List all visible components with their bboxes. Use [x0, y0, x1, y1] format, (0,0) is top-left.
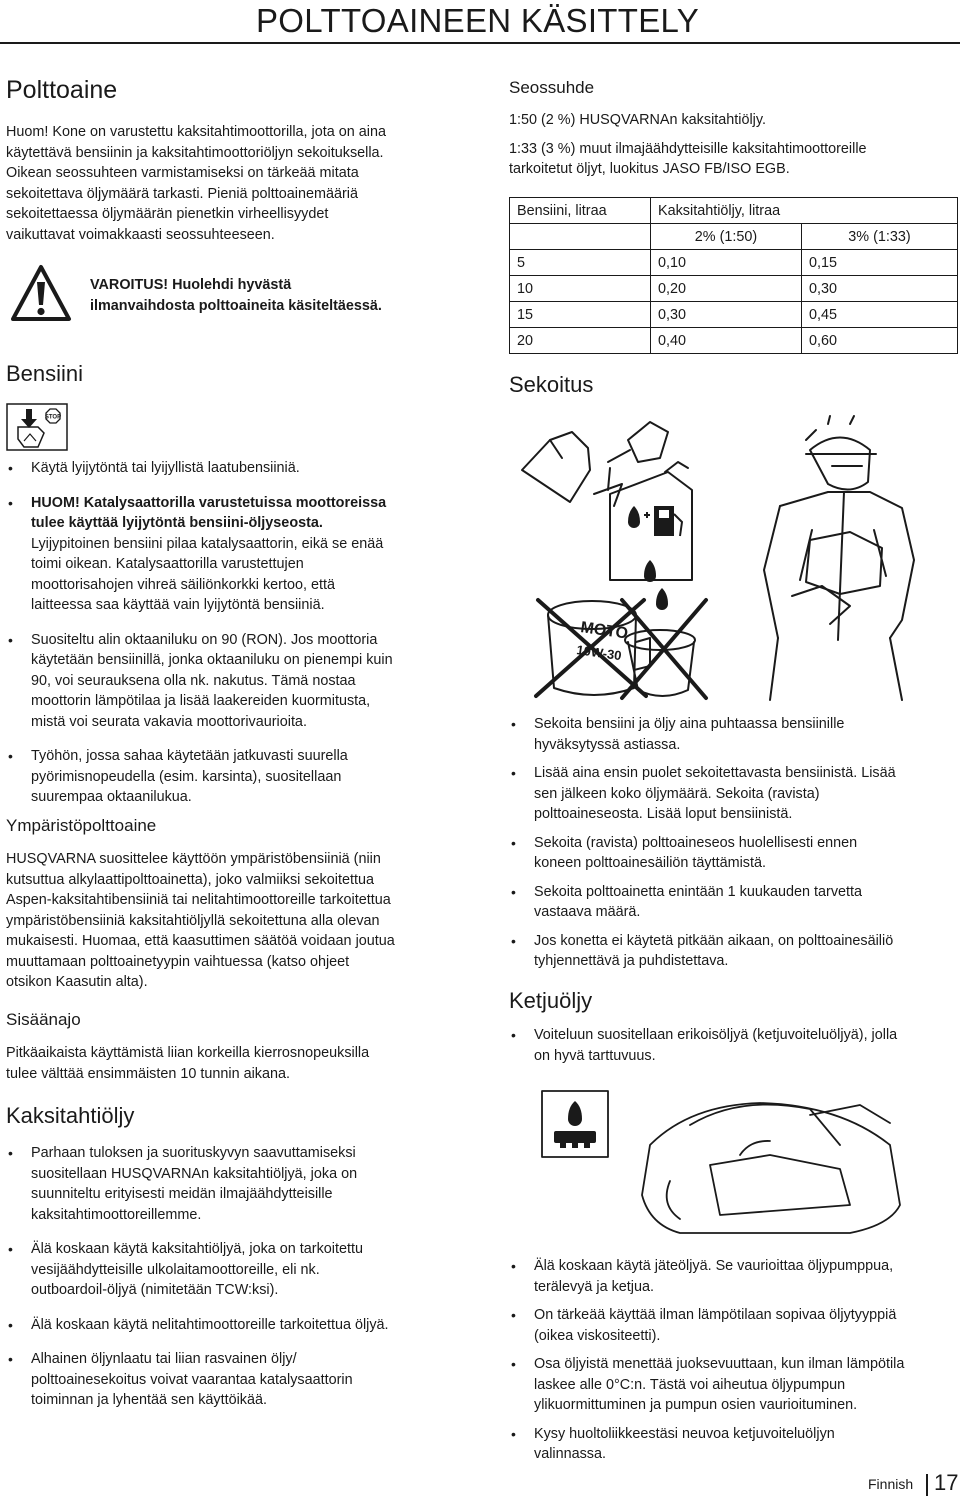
heading-bensiini: Bensiini [6, 361, 84, 386]
ymparisto-text: HUSQVARNA suosittelee käyttöön ympäristöbensiiniä (niin kutsuttua alkylaattipolttoainetta), joko valmiiksi sekoitettua Aspen-kaksitahtibensiiniä tai nelitahtimoottoreille tarkoitettua ympäristöbensiiniä kaksitahtiöljyllä sekoitettuna alla olevan mukaisesti. Huomaa, että kaasuttimen säätöä voidaan joutua muuttamaan polttoainetyypin vaihtuessa (katso ohjeet otsikon Kaasutin alta). [6, 851, 395, 990]
intro-line: sekoitettaessa öljymäärän pienetkin virheellisyydet [6, 206, 329, 222]
heading-kaksitahtioljy: Kaksitahtiöljy [6, 1103, 135, 1128]
table-header-cell: Kaksitahtiöljy, litraa [651, 198, 958, 224]
intro-line: käytettävä bensiinin ja kaksitahtimoottoriöljyn sekoituksella. [6, 144, 384, 161]
kaksitahtioljy-bullet: • Älä koskaan käytä kaksitahtiöljyä, joka on tarkoitettu vesijäähdytteisille ulkolaitamoottoreille, eli nk. outboardoil-öljyä (nimitetään TCW:ksi). [6, 1239, 456, 1301]
bensiini-bullet: • Suositeltu alin oktaaniluku on 90 (RON). Jos moottoria käytetään bensiinillä, jonka oktaaniluku on pienempi kuin 90, voi seurauksena olla nk. nakutus. Tämä nostaa moottorin lämpötilaa ja lisää laakereiden kuormitusta, mistä voi seurata vakavia moottorivaurioita. [6, 630, 456, 733]
ketjuoljy-bullet: • Osa öljyistä menettää juoksevuuttaan, kun ilman lämpötila laskee alle 0°C:n. Tästä voi aiheutua öljypumpun ylikuormittuminen ja pumpun osien vaurioituminen. [509, 1354, 959, 1416]
table-subheader-cell: 3% (1:33) [802, 224, 958, 250]
chainsaw-oil-illustration [510, 1085, 960, 1240]
heading-seossuhde: Seossuhde [509, 78, 595, 97]
seossuhde-text: 1:50 (2 %) HUSQVARNAn kaksitahtiöljy. 1:33 (3 %) muut ilmajäähdytteisille kaksitahtimoottoreille tarkoitetut öljyt, luokitus JASO FB/ISO EGB. [509, 112, 867, 177]
sekoitus-bullet: • Lisää aina ensin puolet sekoitettavasta bensiinistä. Lisää sen jälkeen koko öljymäärä. Sekoita (ravista) polttoaineseosta. Lisää loput bensiinistä. [509, 763, 959, 825]
kaksitahtioljy-bullet: • Alhainen öljynlaatu tai liian rasvainen öljy/ polttoainesekoitus voivat vaarantaa katalysaattorin toiminnan ja lyhentää sen käyttöikää. [6, 1349, 456, 1411]
stop-sign-label: STOP [44, 414, 62, 421]
page-header-title: POLTTOAINEEN KÄSITTELY [256, 2, 700, 39]
table-row: 5 0,10 0,15 [510, 250, 958, 276]
table-subheader-cell: 2% (1:50) [651, 224, 802, 250]
kaksitahtioljy-bullet: • Älä koskaan käytä nelitahtimoottoreille tarkoitettua öljyä. [6, 1315, 456, 1336]
heading-polttoaine: Polttoaine [6, 76, 118, 104]
kaksitahtioljy-bullets [6, 1143, 456, 1411]
table-header-cell: Bensiini, litraa [510, 198, 651, 224]
ketjuoljy-bullets-top [509, 1025, 959, 1066]
intro-line: sekoitettava öljymäärä tarkasti. Pieniä polttoainemääriä [6, 185, 358, 202]
can-label-viscosity: 10W-30 [575, 642, 623, 664]
ketjuoljy-bullet: • Älä koskaan käytä jäteöljyä. Se vaurioittaa öljypumppua, terälevyä ja ketjua. [509, 1256, 959, 1297]
footer-page-number: 17 [934, 1470, 959, 1495]
heading-sisaanajo: Sisäänajo [6, 1010, 81, 1029]
table-row: 15 0,30 0,45 [510, 302, 958, 328]
warning-text [90, 275, 450, 316]
heading-sekoitus: Sekoitus [509, 372, 594, 397]
warning-line: ilmanvaihdosta polttoaineita käsiteltäessä. [90, 297, 382, 314]
table-row: 10 0,20 0,30 [510, 276, 958, 302]
table-cell [510, 224, 651, 250]
footer-language: Finnish [868, 1476, 914, 1492]
kaksitahtioljy-bullet: • Parhaan tuloksen ja suorituskyvyn saavuttamiseksi suositellaan HUSQVARNAn kaksitahtiöljyä, joka on suunniteltu erityisesti meidän ilmajäähdytteisille kaksitahtimoottoreillemme. [6, 1143, 456, 1225]
fuel-stop-icon [6, 403, 68, 451]
footer-divider [926, 1474, 928, 1496]
bensiini-bullet: • Työhön, jossa sahaa käytetään jatkuvasti suurella pyörimisnopeudella (esim. karsinta), suositellaan suurempaa oktaanilukua. [6, 746, 456, 808]
ketjuoljy-bullet: • Kysy huoltoliikkeestäsi neuvoa ketjuvoiteluöljyn valinnassa. [509, 1424, 959, 1465]
sekoitus-bullet: • Sekoita bensiini ja öljy aina puhtaassa bensiinille hyväksytyssä astiassa. [509, 714, 959, 755]
mixing-ratio-table [509, 197, 958, 354]
warning-triangle-icon [10, 264, 72, 322]
heading-ketjuoljy: Ketjuöljy [509, 988, 593, 1013]
sekoitus-bullet: • Jos konetta ei käytetä pitkään aikaan, on polttoainesäiliö tyhjennettävä ja puhdistettava. [509, 931, 959, 972]
ketjuoljy-bullet: • On tärkeää käyttää ilman lämpötilaan sopivaa öljytyyppiä (oikea viskositeetti). [509, 1305, 959, 1346]
sekoitus-bullet: • Sekoita polttoainetta enintään 1 kuukauden tarvetta vastaava määrä. [509, 882, 959, 923]
polttoaine-intro [6, 122, 456, 245]
warning-line: VAROITUS! Huolehdi hyvästä [90, 277, 292, 293]
intro-line: Huom! Kone on varustettu kaksitahtimoottorilla, jota on aina [6, 124, 386, 140]
intro-line: vaikuttavat voimakkaasti seossuhteeseen. [6, 226, 275, 243]
can-label-moto: MOTO [579, 619, 630, 643]
fuel-mixing-illustration [510, 410, 960, 705]
ketjuoljy-bullets [509, 1256, 959, 1465]
bensiini-bullet: • Käytä lyijytöntä tai lyijyllistä laatubensiiniä. [6, 458, 456, 479]
intro-line: Oikean seossuhteen varmistamiseksi on tärkeää mitata [6, 165, 359, 181]
bensiini-bullet: • HUOM! Katalysaattorilla varustetuissa moottoreissa tulee käyttää lyijytöntä bensiini-öljyseosta. Lyijypitoinen bensiini pilaa katalysaattorin, eikä se enää toimi oikean. Katalysaattorilla varustettujen moottorisahojen vihreä säiliönkorkki kertoo, että laitteessa saa käyttää vain lyijytöntä bensiiniä. [6, 493, 456, 616]
heading-ymparistopolttoaine: Ympäristöpolttoaine [6, 816, 157, 835]
sisaanajo-text: Pitkäaikaista käyttämistä liian korkeilla kierrosnopeuksilla tulee välttää ensimmäisten 10 tunnin aikana. [6, 1045, 370, 1082]
sekoitus-bullet: • Sekoita (ravista) polttoaineseos huolellisesti ennen koneen polttoainesäiliön täyttämistä. [509, 833, 959, 874]
table-row: 20 0,40 0,60 [510, 328, 958, 354]
bensiini-bullets [6, 458, 456, 808]
ketjuoljy-bullet: • Voiteluun suositellaan erikoisöljyä (ketjuvoiteluöljyä), jolla on hyvä tarttuvuus. [509, 1025, 959, 1066]
header-rule [0, 42, 960, 44]
sekoitus-bullets [509, 714, 959, 972]
